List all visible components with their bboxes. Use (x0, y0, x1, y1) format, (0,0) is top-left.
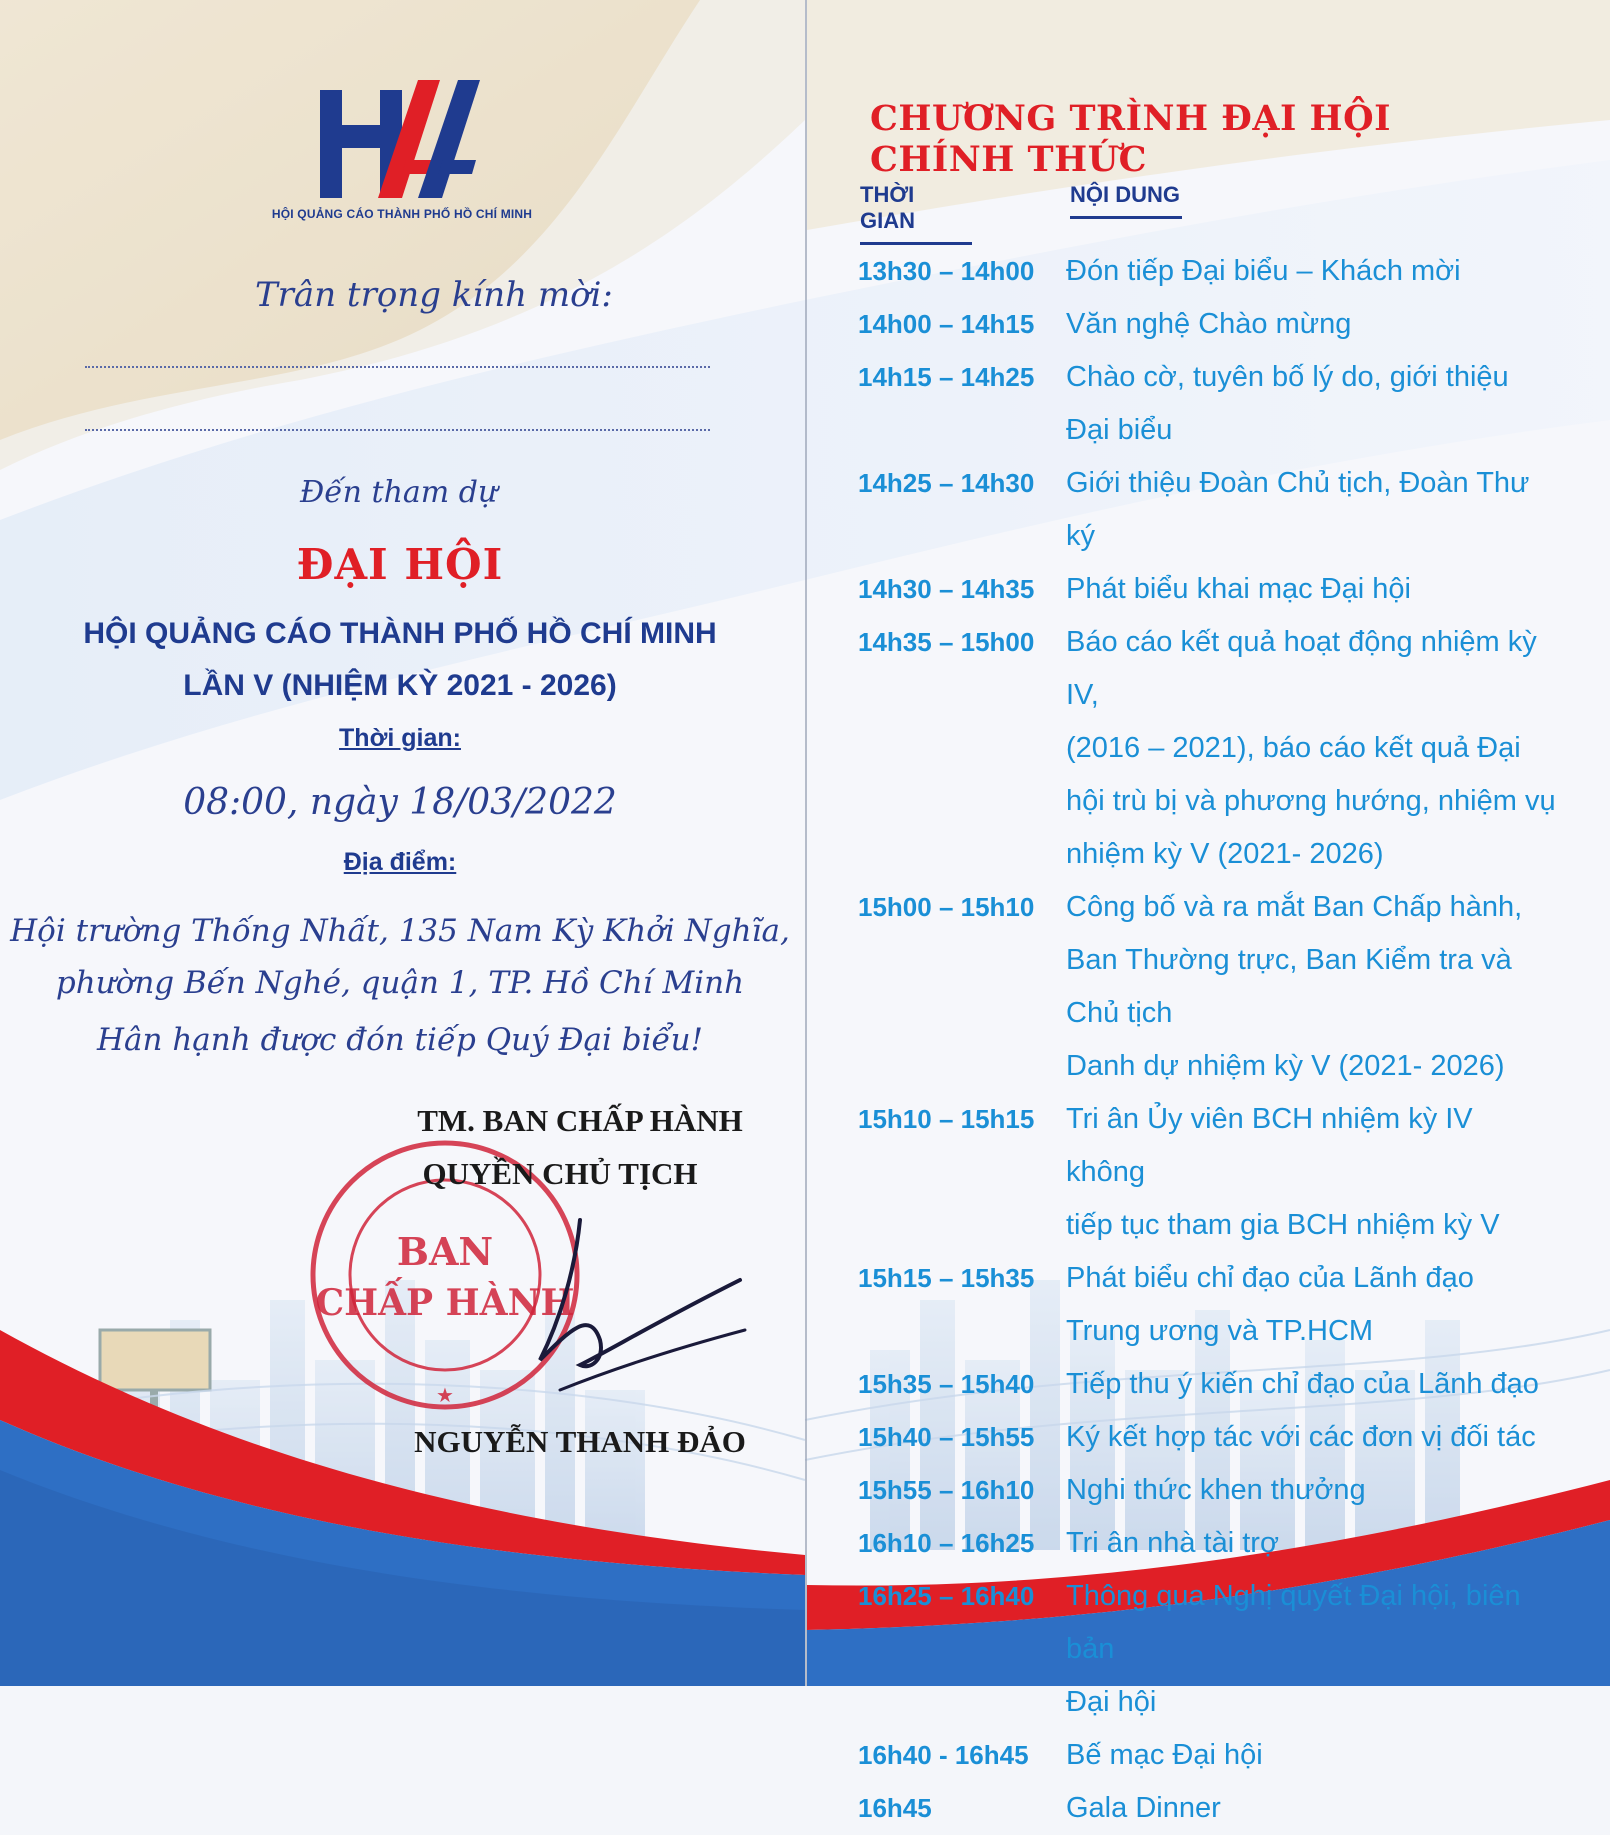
attend-text: Đến tham dự (300, 475, 498, 510)
schedule-content (1066, 1464, 1558, 1517)
org-name-small: HỘI QUẢNG CÁO THÀNH PHỐ HỒ CHÍ MINH (271, 207, 533, 221)
signer-name: NGUYỄN THANH ĐẢO (414, 1424, 746, 1459)
schedule-row (858, 1252, 1558, 1358)
schedule-row (858, 351, 1558, 457)
org-heading (0, 608, 800, 712)
schedule-time: 15h10 – 15h15 (858, 1104, 1035, 1134)
place-label: Địa điểm: (343, 848, 457, 876)
schedule-time: 14h00 – 14h15 (858, 309, 1035, 339)
schedule-content-line: Danh dự nhiệm kỳ V (2021- 2026) (1066, 1050, 1505, 1082)
schedule-time: 15h15 – 15h35 (858, 1263, 1035, 1293)
schedule-content-line: Thông qua Nghị quyết Đại hội, biên bản (1066, 1580, 1521, 1665)
svg-text:★: ★ (436, 1385, 454, 1407)
schedule-content (1066, 1093, 1558, 1252)
schedule-content (1066, 1411, 1558, 1464)
schedule-time: 14h35 – 15h00 (858, 627, 1035, 657)
time-label: Thời gian: (339, 724, 461, 752)
schedule-content (1066, 1517, 1558, 1570)
schedule-time: 15h00 – 15h10 (858, 892, 1035, 922)
schedule-row (858, 1093, 1558, 1252)
program-title: CHƯƠNG TRÌNH ĐẠI HỘI CHÍNH THỨC (870, 98, 1391, 180)
schedule-time: 14h30 – 14h35 (858, 574, 1035, 604)
schedule-content-line: Tri ân Ủy viên BCH nhiệm kỳ IV không (1066, 1103, 1473, 1188)
schedule-content-line: Đại hội (1066, 1686, 1157, 1718)
schedule-content-line: Tri ân nhà tài trợ (1066, 1527, 1279, 1559)
schedule-row (858, 298, 1558, 351)
schedule-row (858, 245, 1558, 298)
schedule-content-line: (2016 – 2021), báo cáo kết quả Đại (1066, 732, 1521, 764)
schedule-content-line: hội trù bị và phương hướng, nhiệm vụ (1066, 785, 1556, 817)
schedule-content-line: Giới thiệu Đoàn Chủ tịch, Đoàn Thư ký (1066, 467, 1530, 552)
handwritten-signature (520, 1200, 750, 1400)
schedule-row (858, 563, 1558, 616)
schedule-content (1066, 1729, 1558, 1782)
schedule-time: 16h10 – 16h25 (858, 1528, 1035, 1558)
schedule-time: 14h15 – 14h25 (858, 362, 1035, 392)
time-value: 08:00, ngày 18/03/2022 (183, 782, 617, 823)
haa-logo (318, 70, 483, 200)
org-heading-line1: HỘI QUẢNG CÁO THÀNH PHỐ HỒ CHÍ MINH (83, 617, 717, 650)
schedule-row (858, 616, 1558, 881)
schedule-content (1066, 1358, 1558, 1411)
schedule-content-line: Đón tiếp Đại biểu – Khách mời (1066, 255, 1461, 287)
schedule-content (1066, 1782, 1558, 1835)
schedule-content (1066, 616, 1558, 881)
guest-name-line-2 (85, 429, 710, 431)
schedule-time: 13h30 – 14h00 (858, 256, 1035, 286)
schedule-content-line: Tiếp thu ý kiến chỉ đạo của Lãnh đạo (1066, 1368, 1539, 1400)
schedule-content (1066, 1570, 1558, 1729)
schedule-content-line: Đại biểu (1066, 414, 1173, 446)
address-line2: phường Bến Nghé, quận 1, TP. Hồ Chí Minh (55, 965, 745, 1001)
invite-text: Trân trọng kính mời: (255, 275, 613, 315)
column-header-content: NỘI DUNG (1070, 182, 1182, 219)
schedule-content (1066, 457, 1558, 563)
schedule-content-line: Chào cờ, tuyên bố lý do, giới thiệu (1066, 361, 1509, 393)
schedule-content-line: Công bố và ra mắt Ban Chấp hành, (1066, 891, 1523, 923)
schedule-content (1066, 563, 1558, 616)
schedule-content (1066, 298, 1558, 351)
schedule-row (858, 1729, 1558, 1782)
address-line1: Hội trường Thống Nhất, 135 Nam Kỳ Khởi Nghĩa, (10, 913, 790, 949)
schedule-content-line: tiếp tục tham gia BCH nhiệm kỳ V (1066, 1209, 1500, 1241)
schedule-content-line: Báo cáo kết quả hoạt động nhiệm kỳ IV, (1066, 626, 1537, 711)
org-heading-line2: LẦN V (NHIỆM KỲ 2021 - 2026) (183, 669, 617, 702)
schedule-time: 15h55 – 16h10 (858, 1475, 1035, 1505)
schedule-content-line: Trung ương và TP.HCM (1066, 1315, 1374, 1347)
schedule-content-line: Gala Dinner (1066, 1792, 1221, 1824)
schedule-time: 14h25 – 14h30 (858, 468, 1035, 498)
schedule-content-line: Phát biểu khai mạc Đại hội (1066, 573, 1411, 605)
signatory-position: QUYỀN CHỦ TỊCH (422, 1156, 698, 1191)
seal-text-1: BAN (396, 1229, 494, 1274)
schedule-content-line: Văn nghệ Chào mừng (1066, 308, 1352, 340)
column-header-time: THỜI GIAN (860, 182, 972, 245)
schedule-content-line: nhiệm kỳ V (2021- 2026) (1066, 838, 1384, 870)
schedule-row (858, 1464, 1558, 1517)
signatory-title: TM. BAN CHẤP HÀNH (417, 1103, 743, 1138)
schedule-time: 16h45 (858, 1793, 932, 1823)
schedule-row (858, 1517, 1558, 1570)
schedule-content (1066, 245, 1558, 298)
schedule-row (858, 1782, 1558, 1835)
schedule-row (858, 1570, 1558, 1729)
welcome-text: Hân hạnh được đón tiếp Quý Đại biểu! (97, 1022, 703, 1058)
schedule-content-line: Ban Thường trực, Ban Kiểm tra và Chủ tịch (1066, 944, 1512, 1029)
schedule-time: 15h35 – 15h40 (858, 1369, 1035, 1399)
schedule-table (858, 245, 1558, 1835)
invitation-panel (0, 0, 805, 1686)
schedule-content-line: Phát biểu chỉ đạo của Lãnh đạo (1066, 1262, 1474, 1294)
schedule-content-line: Bế mạc Đại hội (1066, 1739, 1263, 1771)
fold-line (805, 0, 807, 1686)
schedule-content (1066, 351, 1558, 457)
schedule-row (858, 1358, 1558, 1411)
address (0, 905, 800, 1009)
schedule-time: 15h40 – 15h55 (858, 1422, 1035, 1452)
schedule-content (1066, 1252, 1558, 1358)
schedule-row (858, 457, 1558, 563)
schedule-content (1066, 881, 1558, 1093)
schedule-content-line: Nghi thức khen thưởng (1066, 1474, 1366, 1506)
congress-heading: ĐẠI HỘI (296, 540, 504, 589)
guest-name-line (85, 366, 710, 368)
schedule-time: 16h40 - 16h45 (858, 1740, 1029, 1770)
schedule-row (858, 1411, 1558, 1464)
schedule-content-line: Ký kết hợp tác với các đơn vị đối tác (1066, 1421, 1536, 1453)
schedule-time: 16h25 – 16h40 (858, 1581, 1035, 1611)
schedule-row (858, 881, 1558, 1093)
seal-text-2: CHẤP HÀNH (315, 1282, 575, 1324)
